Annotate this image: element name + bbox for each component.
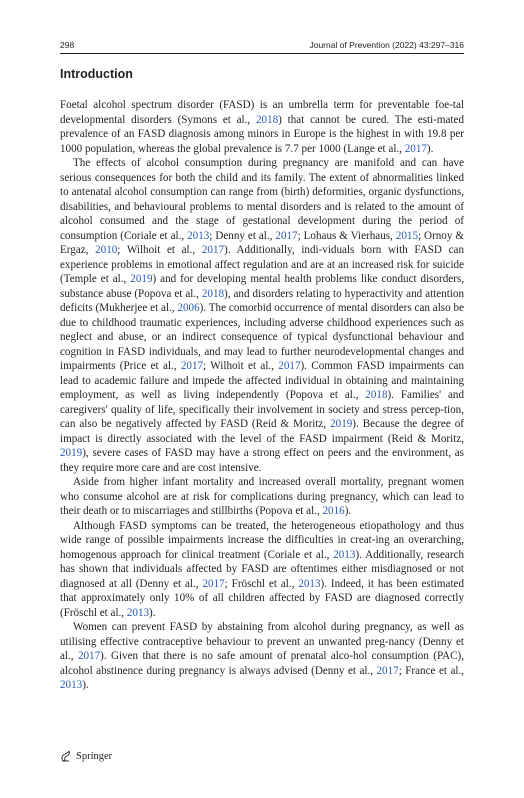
citation-year-link[interactable]: 2018 xyxy=(201,287,225,300)
paragraph-text: ; Fröschl et al., xyxy=(224,577,299,590)
citation-year-link[interactable]: 2019 xyxy=(130,273,153,285)
paragraph-text: ). Families' and caregivers' quality of life, specifically their involvement in society and stress percep-tion, can also be negatively affected by FASD (Reid & Moritz, xyxy=(60,389,465,430)
section-heading: Introduction xyxy=(60,67,133,81)
paragraph-text: ). xyxy=(82,679,89,691)
paragraph xyxy=(60,519,464,621)
paragraph-text: Aside from higher infant mortality and increased overall mortality, pregnant women who consume alcohol are at risk for complications during pregnancy, which can lead to their death or to miscarriages and stillbirths (Popova et al., xyxy=(60,476,464,517)
citation-year-link[interactable]: 2006 xyxy=(177,302,200,314)
paragraph xyxy=(60,156,464,475)
header-rule xyxy=(60,53,464,54)
paragraph xyxy=(60,98,464,156)
paragraph-text: ; France et al., xyxy=(398,664,464,677)
paragraph-text: ; Wilhoit et al., xyxy=(117,244,202,256)
citation-year-link[interactable]: 2017 xyxy=(404,142,427,155)
citation-year-link[interactable]: 2013 xyxy=(333,548,356,561)
page-number: 298 xyxy=(60,40,75,50)
paragraph-text: ). Indeed, it has been estimated that approximately only 10% of all children affected by FASD are diagnosed correctly (Fröschl et al., xyxy=(60,577,464,619)
publisher-footer xyxy=(60,750,112,762)
paragraph xyxy=(60,620,464,693)
citation-year-link[interactable]: 2017 xyxy=(376,664,399,677)
paragraph-text: The effects of alcohol consumption during pregnancy are manifold and can have serious consequences for both the child and its family. The extent of abnormalities linked to antenatal alcohol consumption can range from (birth) deformities, organic dysfunctions, disabilities, and behavioural problems to mental disorders and is related to the amount of alcohol consumed and the stage of gestational development during the period of consumption (Coriale et al., xyxy=(60,157,464,242)
paragraph-text: Although FASD symptoms can be treated, the heterogeneous etiopathology and thus wide range of possible impairments increase the difficulties in creat-ing an overarching, homogenous approach for clinical treatment (Coriale et al., xyxy=(60,519,464,561)
citation-year-link[interactable]: 2017 xyxy=(275,229,298,242)
publisher-name: Springer xyxy=(76,750,113,762)
journal-header: Journal of Prevention (2022) 43:297–316 xyxy=(309,40,464,50)
paragraph-text: ). Because the degree of impact is directly associated with the level of the FASD impairment (Reid & Moritz, xyxy=(60,418,464,445)
citation-year-link[interactable]: 2018 xyxy=(255,113,279,126)
citation-year-link[interactable]: 2017 xyxy=(202,577,225,590)
paragraph-text: ). Given that there is no safe amount of prenatal alco-hol consumption (PAC), alcohol abstinence during pregnancy is always advised (Denny et al., xyxy=(60,650,464,677)
citation-year-link[interactable]: 2013 xyxy=(126,606,150,619)
paragraph-text: ; Lohaus & Vierhaus, xyxy=(297,229,396,242)
citation-year-link[interactable]: 2019 xyxy=(60,447,83,459)
citation-year-link[interactable]: 2013 xyxy=(187,229,210,242)
paragraph-text: ). xyxy=(149,606,156,619)
citation-year-link[interactable]: 2018 xyxy=(365,389,388,401)
citation-year-link[interactable]: 2017 xyxy=(278,360,301,372)
springer-logo-icon xyxy=(60,750,72,762)
paragraph-text: Foetal alcohol spectrum disorder (FASD) is an umbrella term for preventable foe-tal developmental disorders (Symons et al., xyxy=(60,99,464,126)
citation-year-link[interactable]: 2013 xyxy=(298,577,321,590)
paragraph-text: ). The comorbid occurrence of mental disorders can also be due to childhood traumatic experiences, including adverse childhood experiences such as neglect and abuse, or an indirect consequence of typical dysfunctional behaviour and cognition in FASD individuals, and may lead to further neurodevelopmental changes and impairments (Price et al., xyxy=(60,302,464,372)
citation-year-link[interactable]: 2010 xyxy=(95,244,118,256)
paragraph-text: ). Additionally, indi-viduals born with FASD can experience problems in emotional affect regulation and are at an increased risk for suicide (Temple et al., xyxy=(60,244,464,285)
paragraph-text: ; Wilhoit et al., xyxy=(203,360,279,372)
citation-year-link[interactable]: 2015 xyxy=(395,229,418,242)
paragraph xyxy=(60,475,464,519)
paragraph-text: ), severe cases of FASD may have a strong effect on peers and the environment, as they require more care and are cost intensive. xyxy=(60,447,464,474)
paragraph-text: ). Additionally, research has shown that individuals affected by FASD are oftentimes either misdiagnosed or not diagnosed at all (Denny et al., xyxy=(60,548,465,590)
paragraph-text: Women can prevent FASD by abstaining from alcohol during pregnancy, as well as utilising effective contraceptive behaviour to prevent an unwanted preg-nancy (Denny et al., xyxy=(60,621,464,662)
citation-year-link[interactable]: 2019 xyxy=(330,418,353,430)
citation-year-link[interactable]: 2017 xyxy=(77,650,101,662)
citation-year-link[interactable]: 2016 xyxy=(322,505,345,517)
citation-year-link[interactable]: 2013 xyxy=(60,679,83,691)
citation-year-link[interactable]: 2017 xyxy=(180,360,204,372)
paragraph-text: ; Denny et al., xyxy=(209,229,276,242)
paragraph-text: ). xyxy=(344,505,352,517)
paragraph-text: ; Ornoy & Ergaz, xyxy=(60,229,464,256)
article-body xyxy=(60,98,464,693)
paragraph-text: ), and disorders relating to hyperactivity and attention deficits (Mukherjee et al., xyxy=(60,287,464,314)
paragraph-text: ) that cannot be cured. The esti-mated prevalence of an FASD diagnosis among minors in Europe is the highest in with 19.8 per 1000 population, whereas the global prevalence is 7.7 per 1000 (Lange et al., xyxy=(60,113,464,155)
citation-year-link[interactable]: 2017 xyxy=(201,244,225,256)
paragraph-text: ). xyxy=(426,142,434,155)
paragraph-text: ). Common FASD impairments can lead to academic failure and impede the affected individual in obtaining and maintaining employment, as well as living independently (Popova et al., xyxy=(60,360,464,401)
paragraph-text: ) and for developing mental health problems like conduct disorders, substance abuse (Popova et al., xyxy=(60,273,464,300)
